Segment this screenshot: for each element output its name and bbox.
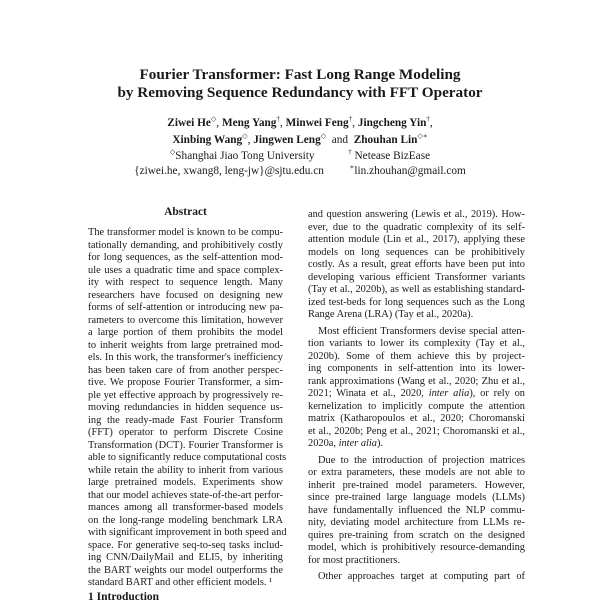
paragraph-line: Range Arena (LRA) (Tay et al., 2020a). — [308, 309, 474, 320]
paragraph-line: rank approximations (Wang et al., 2020; Zhu et al., — [308, 375, 525, 387]
author-separator: and — [326, 134, 354, 146]
paragraph-line: matrix (Katharopoulos et al., 2020; Choromanski — [308, 413, 525, 424]
paragraph-line: tion variants to lower its complexity (Tay et al., — [308, 338, 525, 349]
author-name: Ziwei He — [167, 117, 211, 129]
abstract-line: that our model achieves state-of-the-art perfor- — [88, 489, 283, 501]
abstract-line: has been taken care of from another perspec- — [88, 364, 283, 376]
author-affiliation-mark: ◇ — [242, 132, 248, 140]
paragraph-line: attention module (Lin et al., 2017), applying these — [308, 234, 525, 245]
abstract-line: a large portion of them prohibits the model — [88, 327, 283, 338]
paragraph-line: ever, due to the quadratic complexity of its self- — [308, 221, 525, 233]
email-sjtu: {ziwei.he, xwang8, leng-jw}@sjtu.edu.cn — [134, 165, 324, 177]
abstract-line: rameters to overcome this limitation, however — [88, 314, 283, 326]
authors-line-2 — [0, 133, 600, 148]
author-name: Zhouhan Lin — [353, 134, 418, 146]
text-segment: 2021; Winata et al., 2020, — [308, 388, 429, 399]
paragraph-line: costly. As a result, great efforts have been put into — [308, 259, 525, 270]
text-segment: ), or rely on — [469, 388, 526, 399]
abstract-heading: Abstract — [164, 206, 207, 218]
abstract-line: ity with respect to sequence length. Many — [88, 277, 283, 288]
abstract-line: tive. We propose Fourier Transformer, a sim- — [88, 377, 283, 388]
author-affiliation-mark: † — [348, 115, 353, 123]
abstract-line: moving redundancies in hidden sequence us- — [88, 402, 283, 413]
affiliation-netease: Netease BizEase — [354, 150, 431, 162]
affiliation-sjtu: Shanghai Jiao Tong University — [175, 150, 315, 162]
paragraph-line: have fundamentally influenced the NLP commu- — [308, 504, 525, 516]
abstract-line: ule uses a quadratic time and space complex- — [88, 264, 283, 276]
paragraph-line: inherit pre-trained model parameters. However, — [308, 479, 525, 491]
abstract-line: (FFT) operator to perform Discrete Cosine — [88, 427, 283, 438]
paragraph-line: quires pre-training from scratch on the designed — [308, 529, 525, 541]
paragraph-line: models on long sequences can be prohibitively — [308, 246, 525, 258]
paragraph-line: Due to the introduction of projection matrices — [318, 454, 525, 466]
affiliation-mark: ◇ — [169, 148, 176, 156]
paragraph-line: Most efficient Transformers devise special atten- — [318, 325, 525, 337]
emails — [0, 164, 600, 179]
author-affiliation-mark: † — [426, 115, 430, 123]
paragraph-line — [308, 437, 525, 450]
paragraph-line: kernelization to implicitly compute the attention — [308, 400, 525, 412]
author-name: Meng Yang — [221, 117, 277, 129]
abstract-line: researchers have focused on designing new — [88, 289, 283, 301]
paragraph-line: for most practitioners. — [308, 554, 401, 566]
abstract-line: the BART weights our model outperforms the — [88, 564, 283, 576]
paragraph-line — [308, 387, 525, 400]
abstract-line: standard BART and other efficient models. ¹ — [88, 577, 273, 588]
abstract-line: to inherit weights from large pretrained mod- — [88, 339, 283, 351]
abstract-line: on the long-range modeling benchmark LRA — [88, 514, 283, 526]
text-segment: inter alia — [428, 388, 470, 399]
abstract-line: space. For generative seq-to-seq tasks includ- — [88, 539, 283, 551]
affiliation-mark: † — [348, 148, 352, 156]
abstract-line: for long sequences, as the self-attention mod- — [88, 252, 283, 263]
abstract-line: large pretrained models. Experiments show — [88, 477, 283, 488]
paragraph-line: since pre-trained large language models (LLMs) — [308, 492, 525, 503]
abstract-line: while retain the ability to inherit from various — [88, 464, 283, 476]
abstract-line: tationally demanding, and prohibitively costly — [88, 239, 283, 251]
paragraph-line: et al., 2020b; Peng et al., 2021; Choromanski et al., — [308, 425, 525, 437]
paragraph-line: or extra parameters, these models are not able to — [308, 467, 525, 478]
paragraph-line: 2020b). Some of them achieve this by project- — [308, 350, 525, 362]
author-separator: , — [352, 117, 358, 129]
text-segment: ). — [376, 438, 384, 449]
text-segment: inter alia — [338, 438, 377, 449]
paragraph-line: Other approaches target at computing part of — [318, 571, 525, 582]
author-affiliation-mark: † — [276, 115, 280, 123]
paragraph-line: nity, deviating model architecture from LLMs re- — [308, 517, 525, 528]
author-separator: , — [247, 134, 254, 146]
paper-title-line-2: by Removing Sequence Redundancy with FFT Operator — [117, 84, 483, 101]
author-name: Xinbing Wang — [172, 134, 243, 146]
paragraph-line: developing various efficient Transformer variants — [308, 271, 525, 283]
email-corresponding: lin.zhouhan@gmail.com — [354, 165, 466, 177]
abstract-line: with significant improvement in both speed and — [88, 527, 287, 538]
abstract-line: els. In this work, the transformer's inefficiency — [88, 352, 283, 363]
author-separator: , — [216, 117, 222, 129]
author-separator: , — [279, 117, 286, 129]
abstract-line: forms of self-attention or introducing new pa- — [88, 302, 283, 313]
author-affiliation-mark: ◇ — [210, 115, 217, 123]
author-name: Jingwen Leng — [253, 134, 321, 146]
author-separator: , — [429, 117, 433, 129]
abstract-line: able to significantly reduce computational costs — [88, 452, 287, 463]
authors-line-1 — [0, 116, 600, 131]
abstract-line: mances among all transformer-based models — [88, 502, 283, 513]
affiliations — [0, 149, 600, 164]
email-mark: ∗ — [349, 163, 355, 171]
paragraph-line: ized test-beds for long sequences such as the Long — [308, 296, 525, 308]
abstract-line: ing CNN/DailyMail and ELI5, by inheriting — [88, 552, 283, 563]
paragraph-line: (Tay et al., 2020b), as well as establishing standard- — [308, 284, 525, 295]
abstract-line: The transformer model is known to be compu- — [88, 227, 283, 238]
paper-title-line-1: Fourier Transformer: Fast Long Range Modeling — [139, 66, 461, 83]
section-heading-introduction: 1 Introduction — [88, 591, 160, 603]
paragraph-line: and question answering (Lewis et al., 2019). How- — [308, 209, 525, 220]
author-name: Minwei Feng — [285, 117, 349, 129]
abstract-line: Transformation (DCT). Fourier Transformer is — [88, 439, 283, 451]
paragraph-line: ing components in self-attention into its lower- — [308, 363, 525, 374]
paragraph-line: model, which is prohibitively resource-demanding — [308, 542, 525, 553]
author-affiliation-mark: ◇ — [320, 132, 327, 140]
abstract-line: ple yet effective approach by progressively re- — [88, 389, 283, 401]
abstract-line: ing the ready-made Fast Fourier Transform — [88, 414, 283, 426]
author-name: Jingcheng Yin — [357, 117, 427, 129]
text-segment: 2020a, — [308, 438, 339, 449]
author-affiliation-mark: ◇∗ — [417, 132, 428, 140]
